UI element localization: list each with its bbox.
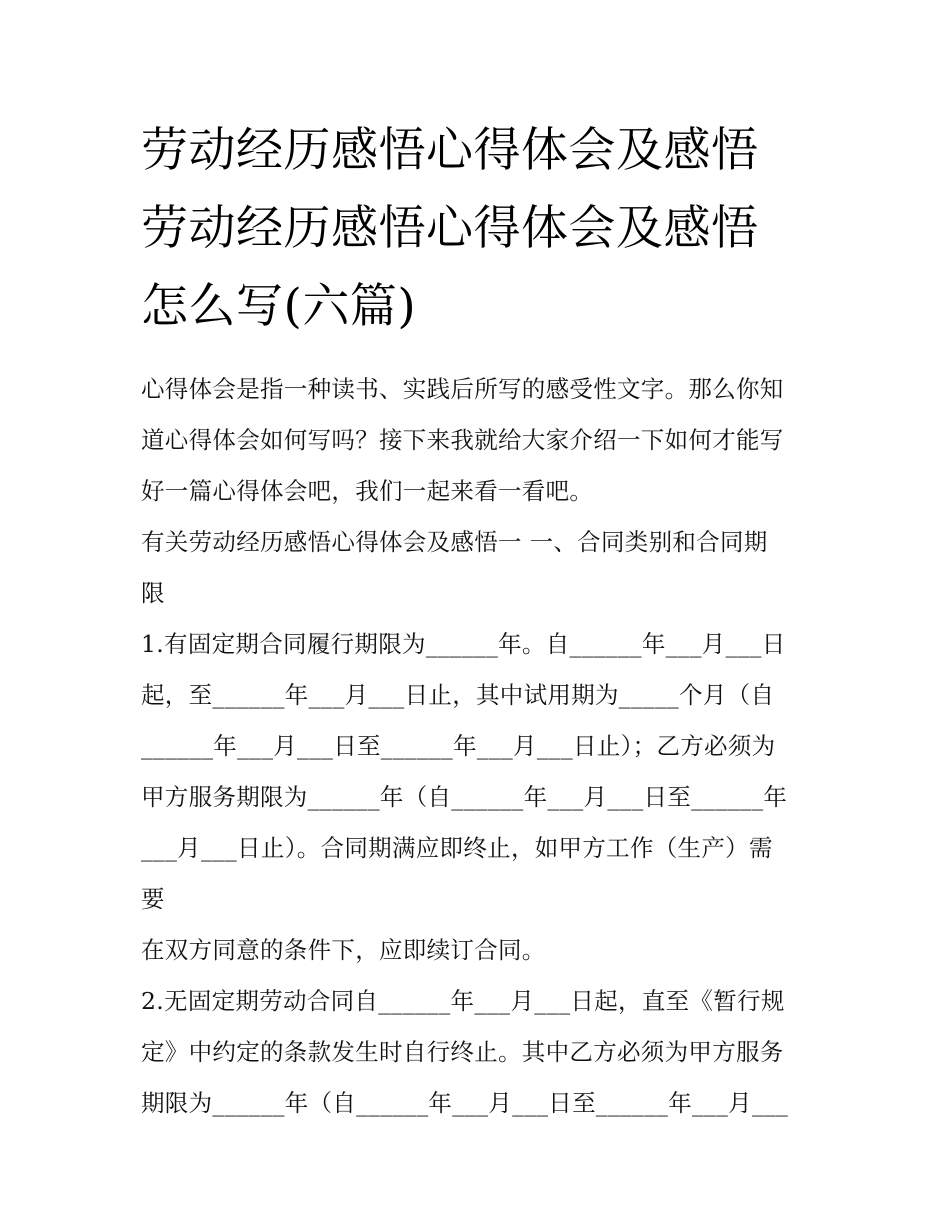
text-line: 甲方服务期限为______年（自______年___月___日至______年 bbox=[141, 783, 788, 811]
clause-item-1-continuation bbox=[141, 925, 813, 976]
text-line: 心得体会是指一种读书、实践后所写的感受性文字。那么你知 bbox=[141, 375, 784, 403]
text-line: ______年___月___日至______年___月___日止）；乙方必须为 bbox=[141, 732, 776, 760]
intro-paragraph bbox=[141, 364, 813, 517]
text-line: ___月___日止）。合同期满应即终止，如甲方工作（生产）需 bbox=[141, 834, 773, 862]
text-line: 1.有固定期合同履行期限为______年。自______年___月___日 bbox=[141, 630, 786, 658]
text-line: 限 bbox=[141, 579, 165, 607]
clause-item-2 bbox=[141, 976, 813, 1129]
text-line: 2.无固定期劳动合同自______年___月___日起，直至《暂行规 bbox=[141, 987, 785, 1015]
text-line: 定》中约定的条款发生时自行终止。其中乙方必须为甲方服务 bbox=[141, 1038, 784, 1066]
text-line: 有关劳动经历感悟心得体会及感悟一 一、合同类别和合同期 bbox=[141, 528, 768, 556]
text-line: 要 bbox=[141, 885, 165, 913]
clause-item-1 bbox=[141, 619, 813, 925]
text-line: 期限为______年（自______年___月___日至______年___月___ bbox=[141, 1089, 789, 1117]
text-line: 道心得体会如何写吗？接下来我就给大家介绍一下如何才能写 bbox=[141, 426, 784, 454]
document-page bbox=[141, 112, 813, 1129]
section-heading bbox=[141, 517, 813, 619]
text-line: 在双方同意的条件下，应即续订合同。 bbox=[141, 936, 546, 964]
text-line: 起，至______年___月___日止，其中试用期为_____个月（自 bbox=[141, 681, 775, 709]
title-line: 劳动经历感悟心得体会及感悟 bbox=[141, 123, 759, 178]
document-title bbox=[141, 112, 813, 346]
text-line: 好一篇心得体会吧，我们一起来看一看吧。 bbox=[141, 477, 594, 505]
title-line: 怎么写(六篇) bbox=[141, 279, 417, 334]
title-line: 劳动经历感悟心得体会及感悟 bbox=[141, 201, 759, 256]
